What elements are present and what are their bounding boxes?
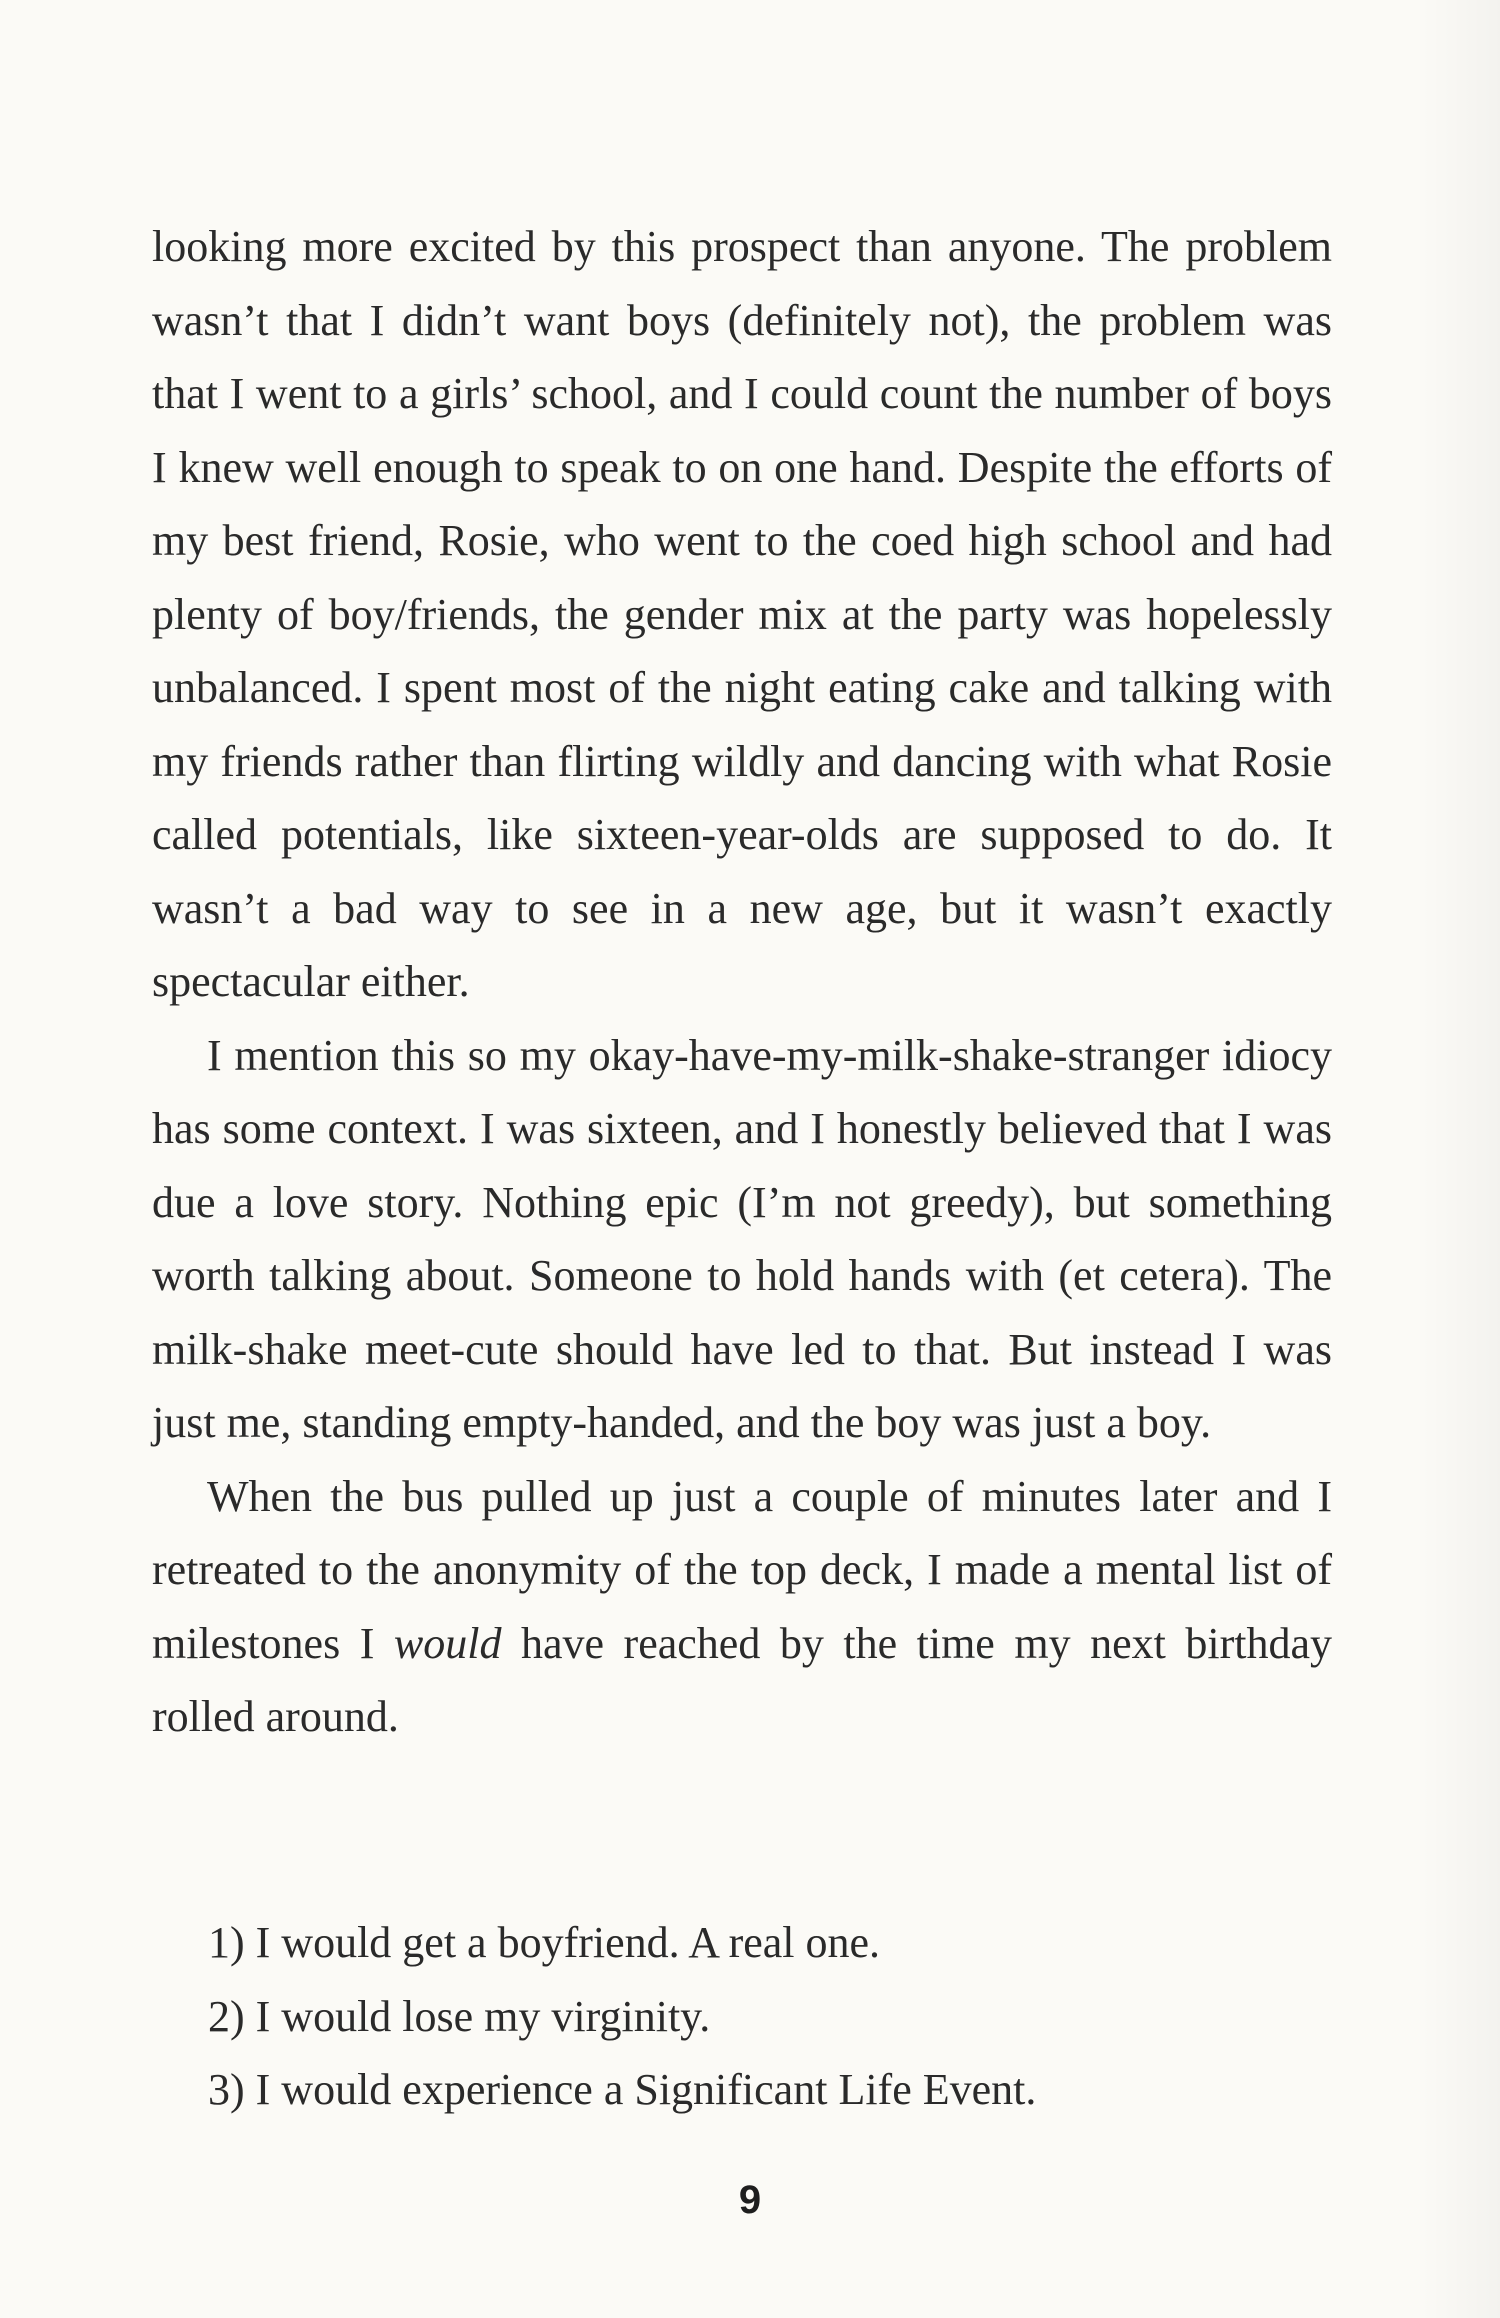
body-text — [152, 210, 1332, 1754]
paragraph-3-text-start: When the bus pulled up just a couple of minutes later and I retreated to the anonymity of the top deck, I made a mental list of milestones I — [152, 1471, 1332, 1668]
paragraph-2 — [152, 1019, 1332, 1460]
paragraph-3 — [152, 1460, 1332, 1754]
milestone-item-3: 3) I would experience a Significant Life Event. — [208, 2065, 1037, 2114]
paragraph-3-emphasis: would — [393, 1618, 502, 1668]
milestone-list — [208, 1906, 1308, 2127]
milestone-item-1: 1) I would get a boyfriend. A real one. — [208, 1918, 881, 1967]
paragraph-2-text: I mention this so my okay-have-my-milk-shake-stranger idiocy has some context. I was sixteen, and I honestly believed that I was due a love story. Nothing epic (I’m not greedy), but something worth talking about. Someone to hold hands with (et cetera). The milk-shake meet-cute should have led to that. But instead I was just me, standing empty-handed, and the boy was just a boy. — [152, 1030, 1332, 1447]
milestone-item-2: 2) I would lose my virginity. — [208, 1991, 711, 2041]
page-gutter-shadow — [1420, 0, 1500, 2318]
paragraph-1 — [152, 210, 1332, 1019]
paragraph-3-text-end: have reached by the time my next birthday rolled around. — [152, 1618, 1332, 1741]
page-number: 9 — [738, 2178, 762, 2222]
paragraph-1-text: looking more excited by this prospect than anyone. The problem wasn’t that I didn’t want boys (definitely not), the problem was that I went to a girls’ school, and I could count the number of boys I knew well enough to speak to on one hand. Despite the efforts of my best friend, Rosie, who went to the coed high school and had plenty of boy/friends, the gender mix at the party was hopelessly unbalanced. I spent most of the night eating cake and talking with my friends rather than flirting wildly and dancing with what Rosie called potentials, like sixteen-year-olds are supposed to do. It wasn’t a bad way to see in a new age, but it wasn’t exactly spectacular either. — [152, 222, 1332, 1006]
